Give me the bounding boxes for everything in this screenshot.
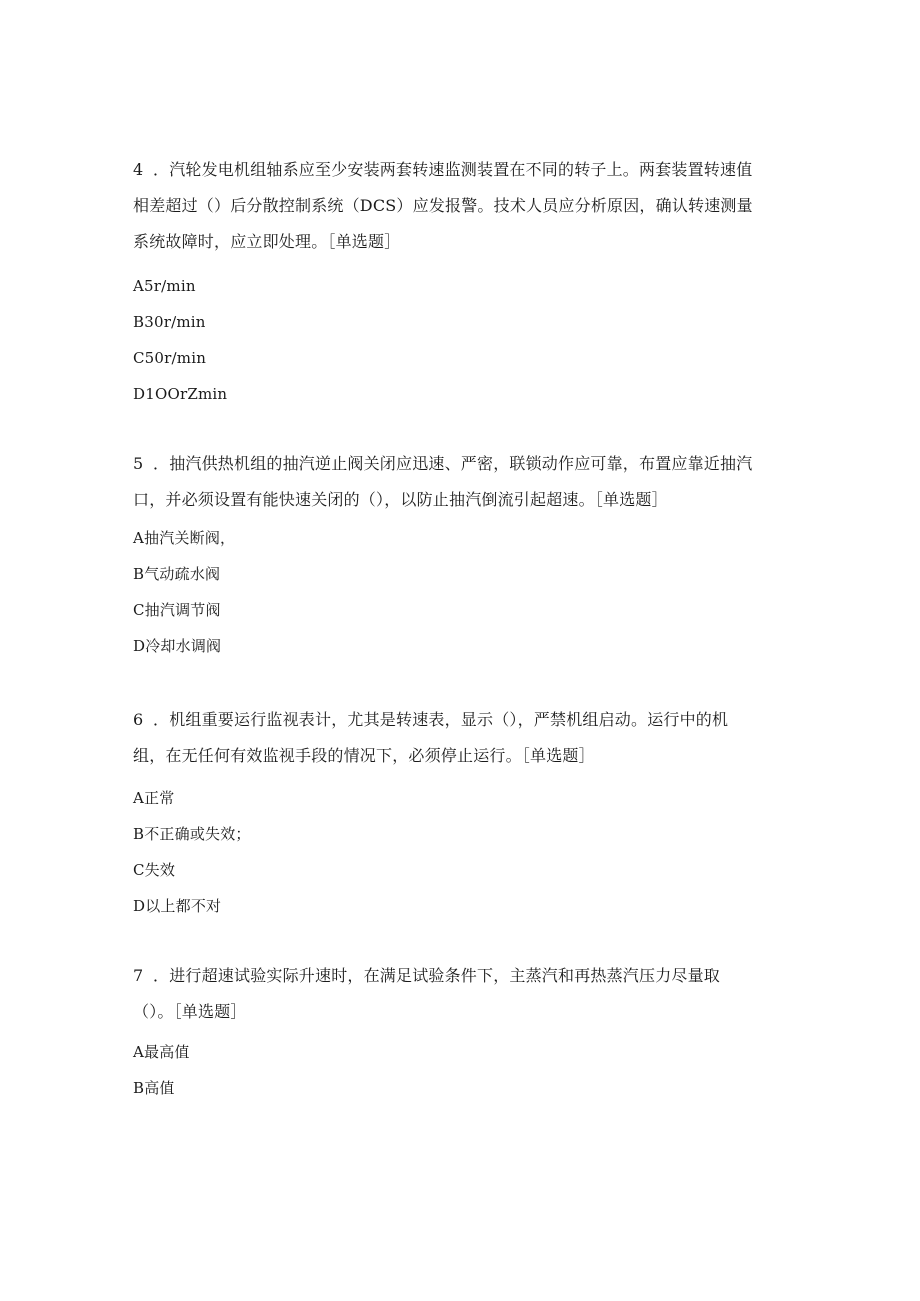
question-stem-line: （）。［单选题］ [133,1002,247,1021]
question-stem-line: 口，并必须设置有能快速关闭的（），以防止抽汽倒流引起超速。［单选题］ [133,490,668,509]
question-text: ．抽汽供热机组的抽汽逆止阀关闭应迅速、严密，联锁动作应可靠，布置应靠近抽汽 [153,454,753,473]
option-a[interactable]: A抽汽关断阀， [133,529,236,547]
question-7 [133,958,793,1106]
question-stem-line: 组，在无任何有效监视手段的情况下，必须停止运行。［单选题］ [133,746,595,765]
question-number: 7 [133,966,144,985]
question-6 [133,702,793,924]
question-number: 6 [133,710,144,729]
question-stem-line [133,446,793,482]
option-a[interactable]: A正常 [133,789,175,807]
option-c[interactable]: C抽汽调节阀 [133,601,221,619]
option-list [133,780,793,924]
option-a[interactable]: A最高值 [133,1043,190,1061]
question-text: ．汽轮发电机组轴系应至少安装两套转速监测装置在不同的转子上。两套装置转速值 [153,160,753,179]
option-list [133,1034,793,1106]
option-d[interactable]: D1OOrZmin [133,385,228,403]
question-text: ．进行超速试验实际升速时，在满足试验条件下，主蒸汽和再热蒸汽压力尽量取 [153,966,721,985]
option-d[interactable]: D以上都不对 [133,897,222,915]
option-b[interactable]: B气动疏水阀 [133,565,221,583]
option-b[interactable]: B不正确或失效； [133,825,251,843]
option-list [133,268,793,412]
question-number: 5 [133,454,144,473]
option-b[interactable]: B高值 [133,1079,175,1097]
question-5 [133,446,793,664]
question-4 [133,152,793,412]
option-a[interactable]: A5r∕min [133,277,196,295]
question-stem-line [133,152,793,188]
question-number: 4 [133,160,144,179]
option-b[interactable]: B30r∕min [133,313,206,331]
option-c[interactable]: C50r∕min [133,349,207,367]
question-stem-line [133,702,793,738]
question-stem-line [133,958,793,994]
option-list [133,520,793,664]
option-c[interactable]: C失效 [133,861,176,879]
question-stem-line: 系统故障时，应立即处理。［单选题］ [133,232,401,251]
question-stem-line: 相差超过（）后分散控制系统（DCS）应发报警。技术人员应分析原因，确认转速测量 [133,196,753,215]
option-d[interactable]: D冷却水调阀 [133,637,222,655]
question-text: ．机组重要运行监视表计，尤其是转速表，显示（），严禁机组启动。运行中的机 [153,710,729,729]
